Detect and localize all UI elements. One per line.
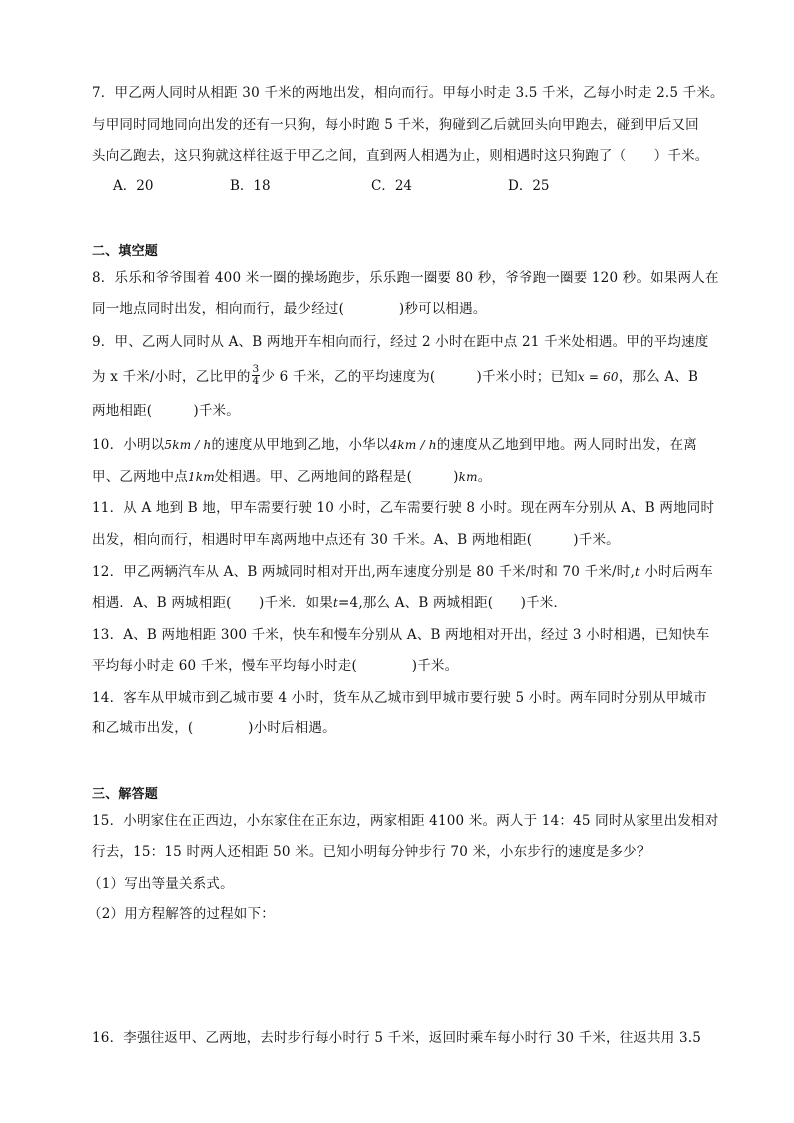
q10-distance-midpoint: 1km (187, 470, 215, 484)
q16-line-1: 16．李强往返甲、乙两地，去时步行每小时行 5 千米，返回时乘车每小时行 30 千米，往返共用 3.5 (92, 1030, 702, 1046)
q8-line-1: 8．乐乐和爷爷围着 400 米一圈的操场跑步，乐乐跑一圈要 80 秒，爷爷跑一圈要 120 秒。如果两人在 (92, 270, 719, 286)
q11-line-2: 出发，相向而行，相遇时甲车离两地中点还有 30 千米。A、B 两地相距( )千米。 (92, 532, 620, 548)
q7-option-a: A．20 (113, 178, 154, 194)
q10-speed-xiaoming: 5km / h (164, 438, 212, 452)
q14-line-2: 和乙城市出发，( )小时后相遇。 (92, 720, 336, 736)
fraction-denominator: 4 (252, 375, 260, 387)
q15-line-2: 行去，15：15 时两人还相距 50 米。已知小明每分钟步行 70 米，小东步行的速度是多少？ (92, 844, 651, 860)
fraction-numerator: 3 (252, 363, 260, 375)
q9-line-2-b: 少 6 千米，乙的平均速度为( )千米小时；已知 (261, 369, 578, 385)
q7-line-1: 7．甲乙两人同时从相距 30 千米的两地出发，相向而行。甲每小时走 3.5 千米，乙每小时走 2.5 千米。 (92, 85, 724, 101)
q7-option-b: B．18 (230, 178, 271, 194)
q8-line-2: 同一地点同时出发，相向而行，最少经过( )秒可以相遇。 (92, 301, 487, 317)
section-title-answer: 三、解答题 (92, 787, 159, 802)
q9-line-1: 9．甲、乙两人同时从 A、B 两地开车相向而行，经过 2 小时在距中点 21 千米处相遇。甲的平均速度 (92, 334, 709, 350)
q10-line-2-c: 。 (477, 469, 492, 485)
q9-line-2 (92, 363, 699, 389)
q9-line-2-a: 为 x 千米/小时，乙比甲的 (92, 369, 251, 385)
q9-line-2-c: ，那么 A、B (618, 369, 699, 385)
q15-line-1: 15．小明家住在正西边，小东家住在正东边，两家相距 4100 米。两人于 14：45 同时从家里出发相对 (92, 813, 719, 829)
section-title-fill-blank: 二、填空题 (92, 244, 159, 259)
q11-line-1: 11．从 A 地到 B 地，甲车需要行驶 10 小时，乙车需要行驶 8 小时。现在两车分别从 A、B 两地同时 (92, 500, 715, 516)
q12-variable-t: t (634, 565, 640, 579)
q7-option-c: C．24 (371, 178, 413, 194)
q9-equation: x = 60 (577, 370, 619, 384)
q10-line-2-a: 甲、乙两地中点 (92, 469, 188, 485)
q12-line-2 (92, 593, 567, 613)
q12-line-2-a: 相遇．A、B 两城相距( )千米．如果 (92, 595, 333, 611)
q10-part-1: 10．小明以 (92, 437, 165, 453)
q12-line-1-b: 小时后两车 (639, 564, 713, 580)
q12-line-2-b: =4,那么 A、B 两城相距( )千米． (338, 595, 568, 611)
q12-line-1-a: 12．甲乙两辆汽车从 A、B 两城同时相对开出,两车速度分别是 80 千米/时和 70 千米/时, (92, 564, 635, 580)
q10-speed-xiaohua: 4km / h (389, 438, 437, 452)
q9-line-3: 两地相距( )千米。 (92, 403, 240, 419)
fraction-three-quarters (252, 364, 261, 387)
q12-line-1 (92, 562, 713, 582)
q14-line-1: 14．客车从甲城市到乙城市要 4 小时，货车从乙城市到甲城市要行驶 5 小时。两车同时分别从甲城市 (92, 690, 707, 706)
q15-sub-2: （2）用方程解答的过程如下： (88, 906, 275, 922)
q13-line-1: 13．A、B 两地相距 300 千米，快车和慢车分别从 A、B 两地相对开出，经过 3 小时相遇，已知快车 (92, 627, 710, 643)
q7-option-d: D．25 (508, 178, 550, 194)
q10-line-1 (92, 435, 697, 455)
q10-line-2 (92, 467, 491, 487)
q10-part-2: 的速度从甲地到乙地，小华以 (211, 437, 390, 453)
q13-line-2: 平均每小时走 60 千米，慢车平均每小时走( )千米。 (92, 658, 459, 674)
q10-unit-km: km (458, 470, 478, 484)
q10-part-3: 的速度从乙地到甲地。两人同时出发，在离 (436, 437, 697, 453)
q7-line-3: 头向乙跑去，这只狗就这样往返于甲乙之间，直到两人相遇为止，则相遇时这只狗跑了（ ）千米。 (92, 148, 709, 164)
q15-sub-1: （1）写出等量关系式。 (88, 876, 234, 892)
q10-line-2-b: 处相遇。甲、乙两地间的路程是( ) (214, 469, 459, 485)
q7-line-2: 与甲同时同地同向出发的还有一只狗，每小时跑 5 千米，狗碰到乙后就回头向甲跑去，碰到甲后又回 (92, 117, 699, 133)
q12-variable-t-2: t (333, 596, 339, 610)
